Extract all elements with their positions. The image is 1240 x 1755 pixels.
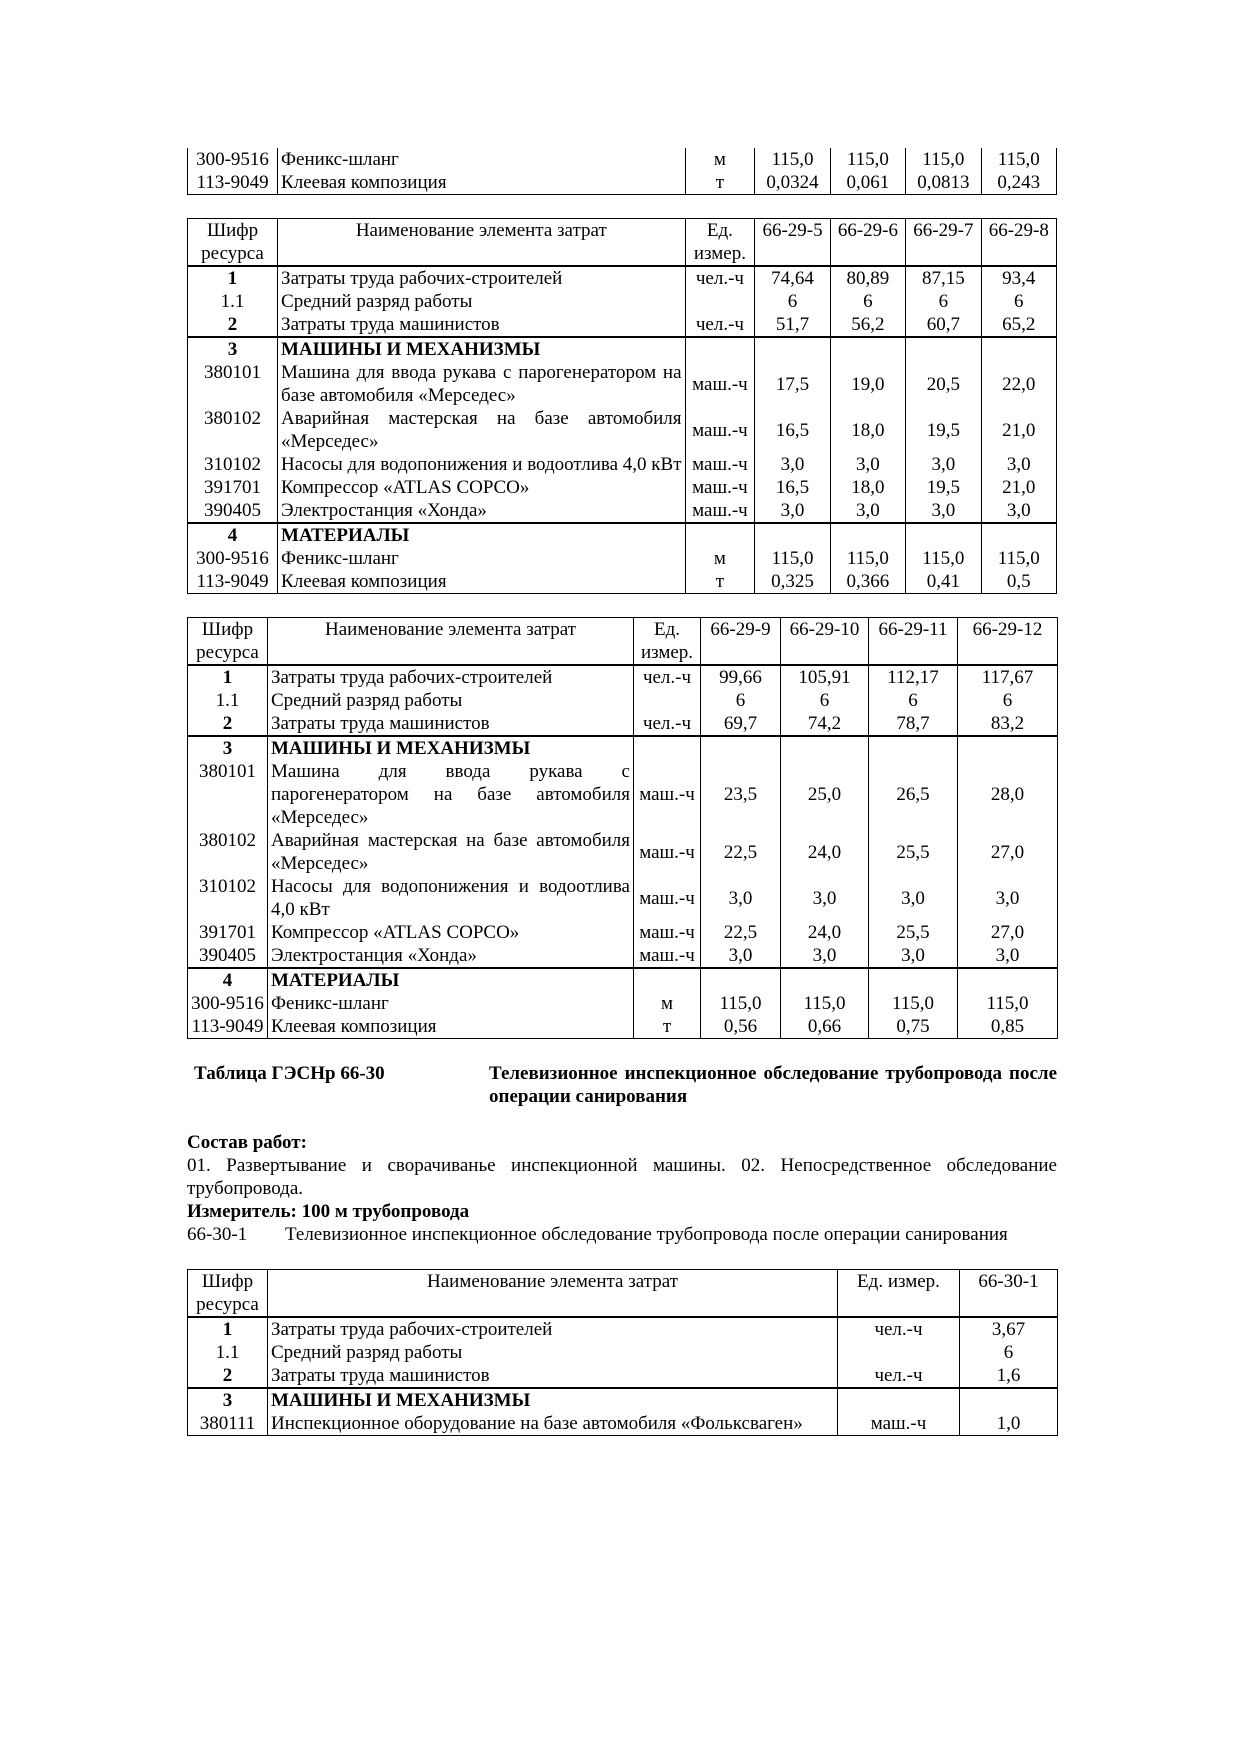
value-cell: 3,0 [869, 875, 958, 921]
resource-code: 300-9516 [188, 992, 268, 1015]
resource-code: 2 [188, 712, 268, 736]
table-row [188, 992, 1058, 1015]
value-cell: 0,5 [1006, 571, 1031, 592]
resource-code: 1 [188, 266, 278, 290]
table-row [188, 266, 1057, 290]
header-code: Шифр ресурса [188, 219, 278, 267]
resource-code: 310102 [188, 453, 278, 476]
cost-name: Затраты труда машинистов [278, 313, 685, 337]
cost-name: Затраты труда рабочих-строителей [268, 665, 634, 689]
resource-code: 380101 [188, 760, 268, 829]
value-cell: 0,366 [830, 570, 905, 594]
value-cell: 25,0 [781, 760, 869, 829]
unit: чел.-ч [838, 1317, 960, 1341]
value-cell: 115,0 [981, 148, 1056, 171]
value-cell: 3,0 [869, 944, 958, 968]
value-cell: 0,061 [830, 171, 905, 195]
header-col: 66-29-9 [701, 618, 781, 666]
cost-name: Электростанция «Хонда» [278, 499, 685, 523]
value-cell: 18,0 [830, 476, 905, 499]
unit: т [685, 171, 755, 195]
table-66-30-1 [187, 1269, 1058, 1436]
unit [634, 689, 701, 712]
value-cell: 3,0 [1006, 500, 1031, 521]
table-66-29-9-12 [187, 617, 1058, 1039]
cost-name: Аварийная мастерская на базе автомобиля «Мерседес» [278, 407, 685, 453]
cost-name: Инспекционное оборудование на базе автомобиля «Фольксваген» [268, 1412, 838, 1436]
unit: маш.-ч [634, 944, 701, 968]
value-cell: 115,0 [781, 992, 869, 1015]
section-row [188, 968, 1058, 992]
value-cell: 3,0 [830, 499, 905, 523]
cost-name: Феникс-шланг [278, 148, 685, 171]
value-cell: 115,0 [906, 547, 981, 570]
item-line [187, 1223, 1057, 1246]
cost-name: Затраты труда рабочих-строителей [268, 1317, 838, 1341]
section-code: 3 [188, 1388, 268, 1412]
resource-code: 113-9049 [188, 570, 278, 594]
value-cell: 74,64 [755, 266, 830, 290]
resource-code: 380111 [188, 1412, 268, 1436]
resource-code: 1 [188, 665, 268, 689]
meter-line: Измеритель: 100 м трубопровода [187, 1201, 470, 1222]
table-row [188, 453, 1057, 476]
table-row [188, 476, 1057, 499]
value-cell: 19,0 [830, 361, 905, 407]
value-cell: 0,325 [755, 570, 830, 594]
value-cell: 115,0 [997, 548, 1040, 569]
table-row [188, 689, 1058, 712]
cost-name: Насосы для водопонижения и водоотлива 4,0 кВт [268, 875, 634, 921]
value-cell: 21,0 [1002, 419, 1036, 441]
section-title: МАШИНЫ И МЕХАНИЗМЫ [268, 1388, 838, 1412]
unit: маш.-ч [685, 407, 755, 453]
value-cell: 26,5 [869, 760, 958, 829]
section-code: 4 [188, 523, 278, 547]
value-cell: 0,41 [906, 570, 981, 594]
unit: т [685, 570, 755, 594]
value-cell: 0,75 [869, 1015, 958, 1039]
unit: м [634, 992, 701, 1015]
value-cell: 115,0 [830, 148, 905, 171]
value-cell: 22,5 [701, 921, 781, 944]
resource-code: 300-9516 [188, 547, 278, 570]
table-row [188, 290, 1057, 313]
header-col: 66-29-7 [906, 219, 981, 267]
value-cell: 3,0 [701, 875, 781, 921]
resource-code: 1.1 [188, 1341, 268, 1364]
value-cell: 19,5 [906, 407, 981, 453]
unit: маш.-ч [634, 875, 701, 921]
unit: чел.-ч [685, 266, 755, 290]
value-cell: 6 [906, 290, 981, 313]
cost-name: Феникс-шланг [268, 992, 634, 1015]
header-unit: Ед. измер. [634, 618, 701, 666]
table-row [188, 407, 1057, 453]
table-66-29-5-8 [187, 218, 1057, 594]
table-label: Таблица ГЭСНр 66-30 [194, 1063, 385, 1084]
cost-name: Клеевая композиция [278, 570, 685, 594]
resource-code: 113-9049 [188, 171, 278, 195]
unit: маш.-ч [685, 361, 755, 407]
value-cell: 0,56 [701, 1015, 781, 1039]
unit [685, 290, 755, 313]
cost-name: Затраты труда машинистов [268, 712, 634, 736]
table-row [188, 570, 1057, 594]
works-heading: Состав работ: [187, 1132, 307, 1153]
table-row [188, 1317, 1058, 1341]
cost-name: Машина для ввода рукава с парогенератором на базе автомобиля «Мерседес» [268, 760, 634, 829]
value-cell: 65,2 [1002, 314, 1036, 335]
header-unit: Ед. измер. [838, 1270, 960, 1318]
unit: маш.-ч [685, 476, 755, 499]
table-caption [187, 1062, 1057, 1108]
value-cell: 115,0 [869, 992, 958, 1015]
value-cell: 16,5 [755, 407, 830, 453]
value-cell: 0,0813 [906, 171, 981, 195]
header-unit: Ед. измер. [685, 219, 755, 267]
value-cell: 93,4 [1002, 268, 1036, 289]
resource-code: 2 [188, 313, 278, 337]
value-cell: 28,0 [990, 784, 1025, 805]
unit: т [634, 1015, 701, 1039]
value-cell: 87,15 [906, 266, 981, 290]
value-cell: 0,0324 [755, 171, 830, 195]
table-row [188, 171, 1057, 195]
section-row [188, 523, 1057, 547]
header-col: 66-29-5 [755, 219, 830, 267]
unit: маш.-ч [685, 499, 755, 523]
table-row [188, 665, 1058, 689]
table-header-row [188, 618, 1058, 666]
value-cell: 69,7 [701, 712, 781, 736]
value-cell: 21,0 [1002, 477, 1036, 498]
value-cell: 112,17 [869, 665, 958, 689]
value-cell: 115,0 [906, 148, 981, 171]
value-cell: 20,5 [906, 361, 981, 407]
value-cell: 78,7 [869, 712, 958, 736]
resource-code: 2 [188, 1364, 268, 1388]
cost-name: Насосы для водопонижения и водоотлива 4,0 кВт [278, 453, 685, 476]
section-code: 3 [188, 337, 278, 361]
table-row [188, 829, 1058, 875]
table-row [188, 148, 1057, 171]
value-cell: 3,0 [755, 453, 830, 476]
unit: м [685, 148, 755, 171]
unit: чел.-ч [838, 1364, 960, 1388]
resource-code: 391701 [188, 921, 268, 944]
document-page [187, 148, 1057, 1436]
value-cell: 99,66 [701, 665, 781, 689]
cost-name: Феникс-шланг [278, 547, 685, 570]
cost-name: Клеевая композиция [268, 1015, 634, 1039]
value-cell: 3,0 [781, 944, 869, 968]
header-name: Наименование элемента затрат [278, 219, 685, 267]
value-cell: 51,7 [755, 313, 830, 337]
value-cell: 25,5 [869, 921, 958, 944]
table-title: Телевизионное инспекционное обследование трубопровода после операции санирования [489, 1063, 1057, 1107]
value-cell: 24,0 [781, 829, 869, 875]
unit: маш.-ч [838, 1412, 960, 1436]
table-row [188, 1341, 1058, 1364]
value-cell: 22,5 [701, 829, 781, 875]
value-cell: 16,5 [755, 476, 830, 499]
value-cell: 115,0 [830, 547, 905, 570]
value-cell: 0,85 [990, 1016, 1025, 1037]
resource-code: 1.1 [188, 689, 268, 712]
table-row [188, 361, 1057, 407]
value-cell: 0,66 [781, 1015, 869, 1039]
resource-code: 1 [188, 1317, 268, 1341]
table-row [188, 921, 1058, 944]
value-cell: 3,0 [995, 887, 1020, 909]
value-cell: 27,0 [990, 841, 1025, 863]
value-cell: 74,2 [781, 712, 869, 736]
section-row [188, 337, 1057, 361]
table-row [188, 547, 1057, 570]
table-continuation [187, 148, 1057, 195]
table-row [188, 760, 1058, 829]
resource-code: 113-9049 [188, 1015, 268, 1039]
cost-name: Машина для ввода рукава с парогенератором на базе автомобиля «Мерседес» [278, 361, 685, 407]
value-cell: 1,6 [996, 1365, 1021, 1386]
value-cell: 3,0 [906, 499, 981, 523]
value-cell: 3,0 [701, 944, 781, 968]
value-cell: 3,0 [830, 453, 905, 476]
header-col: 66-29-10 [781, 618, 869, 666]
resource-code: 300-9516 [188, 148, 278, 171]
resource-code: 380101 [188, 361, 278, 407]
value-cell: 23,5 [701, 760, 781, 829]
table-row [188, 1015, 1058, 1039]
table-header-row [188, 219, 1057, 267]
value-cell: 80,89 [830, 266, 905, 290]
cost-name: Средний разряд работы [278, 290, 685, 313]
value-cell: 17,5 [755, 361, 830, 407]
value-cell: 22,0 [1002, 373, 1036, 395]
value-cell: 115,0 [986, 993, 1029, 1014]
value-cell: 115,0 [701, 992, 781, 1015]
value-cell: 117,67 [981, 667, 1034, 688]
cost-name: Затраты труда машинистов [268, 1364, 838, 1388]
value-cell: 6 [781, 689, 869, 712]
table-row [188, 944, 1058, 968]
section-title: МАТЕРИАЛЫ [278, 523, 685, 547]
table-row [188, 1412, 1058, 1436]
value-cell: 24,0 [781, 921, 869, 944]
cost-name: Затраты труда рабочих-строителей [278, 266, 685, 290]
cost-name: Аварийная мастерская на базе автомобиля «Мерседес» [268, 829, 634, 875]
value-cell: 3,0 [781, 875, 869, 921]
unit: маш.-ч [634, 760, 701, 829]
header-code: Шифр ресурса [188, 618, 268, 666]
value-cell: 6 [755, 290, 830, 313]
unit: чел.-ч [685, 313, 755, 337]
value-cell: 6 [1014, 291, 1024, 312]
header-name: Наименование элемента затрат [268, 1270, 838, 1318]
table-header-row [188, 1270, 1058, 1318]
header-col: 66-29-12 [958, 618, 1058, 666]
table-row [188, 313, 1057, 337]
section-row [188, 1388, 1058, 1412]
unit: чел.-ч [634, 712, 701, 736]
table-row [188, 875, 1058, 921]
header-col: 66-29-8 [981, 219, 1056, 267]
value-cell: 18,0 [830, 407, 905, 453]
works-text: 01. Развертывание и сворачиванье инспекционной машины. 02. Непосредственное обследование трубопровода. [187, 1155, 1057, 1199]
value-cell: 25,5 [869, 829, 958, 875]
resource-code: 310102 [188, 875, 268, 921]
cost-name: Клеевая композиция [278, 171, 685, 195]
value-cell: 27,0 [990, 922, 1025, 943]
section-code: 4 [188, 968, 268, 992]
cost-name: Средний разряд работы [268, 1341, 838, 1364]
unit: маш.-ч [634, 921, 701, 944]
table-row [188, 712, 1058, 736]
item-code: 66-30-1 [187, 1224, 248, 1245]
header-code: Шифр ресурса [188, 1270, 268, 1318]
value-cell: 6 [701, 689, 781, 712]
value-cell: 3,0 [755, 499, 830, 523]
table-row [188, 1364, 1058, 1388]
cost-name: Компрессор «ATLAS COPCO» [278, 476, 685, 499]
value-cell: 115,0 [755, 547, 830, 570]
resource-code: 390405 [188, 944, 268, 968]
section-row [188, 736, 1058, 760]
cost-name: Компрессор «ATLAS COPCO» [268, 921, 634, 944]
section-title: МАТЕРИАЛЫ [268, 968, 634, 992]
unit [838, 1341, 960, 1364]
value-cell: 0,243 [981, 171, 1056, 195]
value-cell: 6 [869, 689, 958, 712]
value-cell: 6 [1002, 690, 1013, 711]
value-cell: 3,0 [1006, 454, 1031, 475]
unit: чел.-ч [634, 665, 701, 689]
value-cell: 3,67 [991, 1319, 1026, 1340]
header-col: 66-29-6 [830, 219, 905, 267]
unit: маш.-ч [685, 453, 755, 476]
section-code: 3 [188, 736, 268, 760]
value-cell: 60,7 [906, 313, 981, 337]
value-cell: 19,5 [906, 476, 981, 499]
value-cell: 6 [830, 290, 905, 313]
header-name: Наименование элемента затрат [268, 618, 634, 666]
header-col: 66-29-11 [869, 618, 958, 666]
resource-code: 391701 [188, 476, 278, 499]
resource-code: 390405 [188, 499, 278, 523]
value-cell: 3,0 [906, 453, 981, 476]
value-cell: 6 [1003, 1342, 1014, 1363]
header-col: 66-30-1 [960, 1270, 1058, 1318]
table-row [188, 499, 1057, 523]
value-cell: 115,0 [755, 148, 830, 171]
section-title: МАШИНЫ И МЕХАНИЗМЫ [278, 337, 685, 361]
resource-code: 380102 [188, 829, 268, 875]
cost-name: Средний разряд работы [268, 689, 634, 712]
unit: маш.-ч [634, 829, 701, 875]
resource-code: 380102 [188, 407, 278, 453]
section-title: МАШИНЫ И МЕХАНИЗМЫ [268, 736, 634, 760]
cost-name: Электростанция «Хонда» [268, 944, 634, 968]
value-cell: 83,2 [990, 713, 1025, 734]
value-cell: 1,0 [996, 1413, 1021, 1434]
value-cell: 105,91 [781, 665, 869, 689]
value-cell: 56,2 [830, 313, 905, 337]
resource-code: 1.1 [188, 290, 278, 313]
item-text: Телевизионное инспекционное обследование трубопровода после операции санирования [285, 1224, 1008, 1245]
value-cell: 3,0 [995, 945, 1020, 966]
unit: м [685, 547, 755, 570]
